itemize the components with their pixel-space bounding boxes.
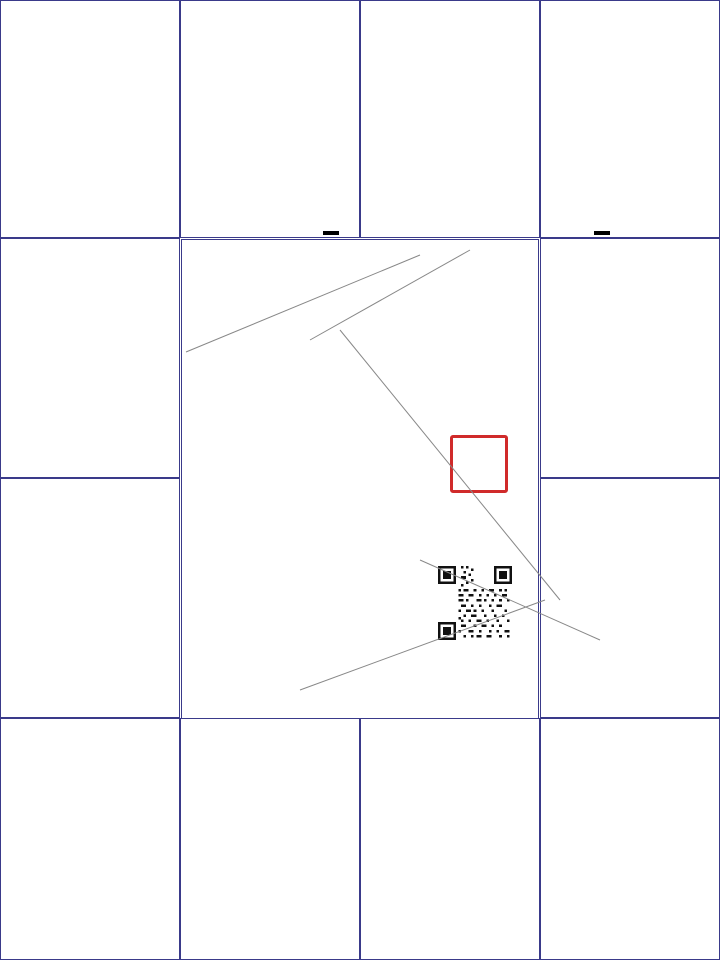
palace-cell[interactable] (0, 478, 180, 718)
center-info-panel (181, 239, 539, 719)
palace-cell[interactable] (540, 238, 720, 478)
palace-cell[interactable] (360, 718, 540, 960)
palace-cell[interactable] (540, 478, 720, 718)
palace-cell[interactable] (0, 0, 180, 238)
qr-code[interactable] (438, 566, 512, 640)
palace-cell[interactable] (360, 0, 540, 238)
triet-marker (323, 231, 339, 235)
red-seal (450, 435, 508, 493)
palace-cell[interactable] (180, 718, 360, 960)
palace-cell[interactable] (540, 0, 720, 238)
palace-cell[interactable] (180, 0, 360, 238)
tuan-marker (594, 231, 610, 235)
palace-cell[interactable] (0, 238, 180, 478)
palace-cell[interactable] (540, 718, 720, 960)
palace-cell[interactable] (0, 718, 180, 960)
